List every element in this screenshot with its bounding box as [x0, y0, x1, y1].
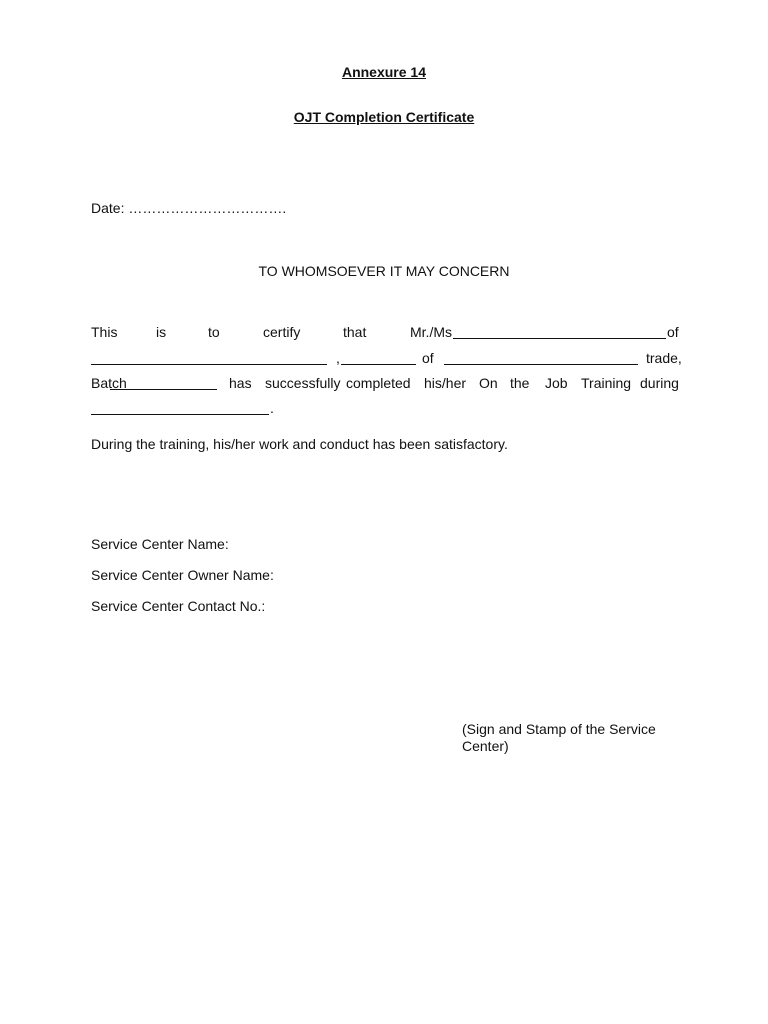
- word: is: [156, 324, 167, 340]
- word: ,: [336, 350, 340, 366]
- word: completed: [346, 375, 411, 391]
- word: This: [91, 324, 118, 340]
- parent-name-blank: [91, 350, 327, 365]
- addressee: TO WHOMSOEVER IT MAY CONCERN: [258, 263, 510, 279]
- signature-line-1: (Sign and Stamp of the Service: [462, 721, 656, 737]
- word: to: [208, 324, 220, 340]
- date-line: Date: …………………………….: [91, 200, 287, 216]
- name-blank: [453, 324, 666, 339]
- word: On: [479, 375, 498, 391]
- word: Job: [545, 375, 568, 391]
- annexure-heading: Annexure 14: [341, 64, 427, 80]
- word: of: [422, 350, 434, 366]
- batch-blank: [110, 375, 217, 390]
- word: certify: [263, 324, 301, 340]
- word: Training: [581, 375, 632, 391]
- body-line-3: [91, 375, 680, 393]
- service-center-contact-label: Service Center Contact No.:: [91, 598, 266, 614]
- certificate-title: OJT Completion Certificate: [293, 109, 475, 125]
- word: the: [510, 375, 530, 391]
- word: his/her: [424, 375, 467, 391]
- word: Batch: [91, 375, 127, 391]
- word: .: [270, 400, 274, 416]
- trade-blank: [444, 350, 638, 365]
- word: during: [640, 375, 679, 391]
- signature-block: [462, 721, 692, 755]
- location-blank: [341, 350, 416, 365]
- service-center-owner-label: Service Center Owner Name:: [91, 567, 274, 583]
- body-line-1: [91, 324, 680, 342]
- word: trade,: [646, 350, 682, 366]
- body-line-4: [91, 400, 680, 418]
- word: has: [229, 375, 252, 391]
- word: Mr./Ms: [410, 324, 452, 340]
- word: of: [667, 324, 679, 340]
- body-line-2: [91, 350, 680, 368]
- word: that: [343, 324, 367, 340]
- training-period-blank: [91, 400, 269, 415]
- conduct-statement: During the training, his/her work and conduct has been satisfactory.: [91, 436, 508, 452]
- service-center-name-label: Service Center Name:: [91, 536, 229, 552]
- word: successfully: [265, 375, 341, 391]
- signature-line-2: Center): [462, 738, 509, 754]
